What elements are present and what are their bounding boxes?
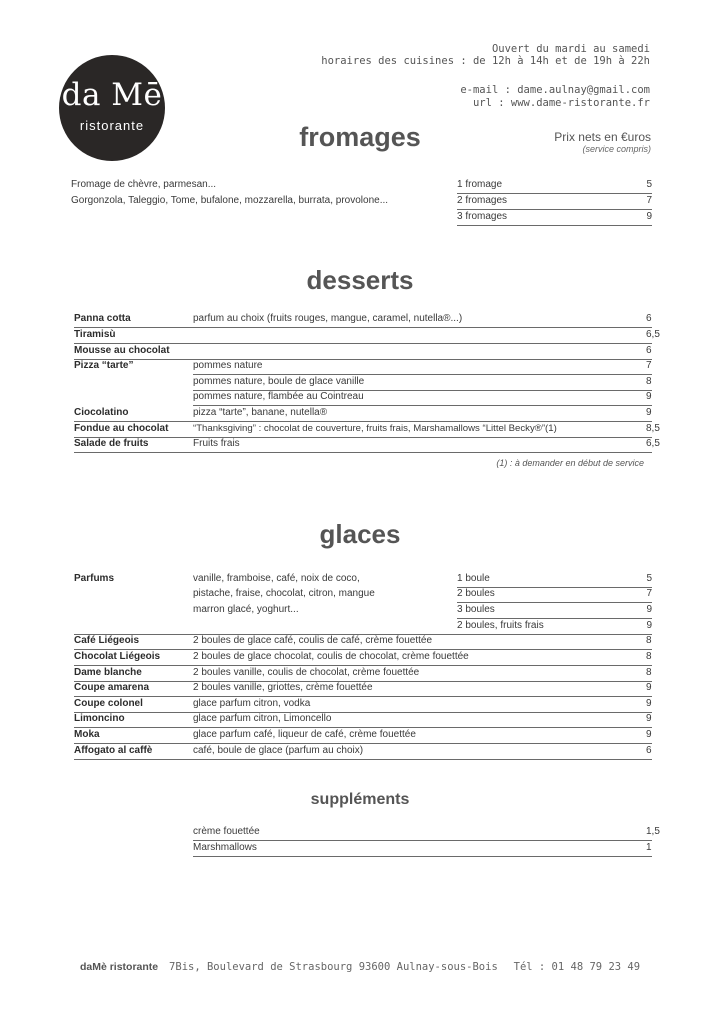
- dessert-name: Fondue au chocolat: [74, 423, 169, 434]
- dessert-row: [74, 390, 652, 405]
- glace-row: [74, 744, 652, 759]
- glace-description: glace parfum café, liqueur de café, crème fouettée: [193, 729, 416, 740]
- boules-price: 5: [646, 573, 652, 584]
- glace-description: 2 boules de glace café, coulis de café, crème fouettée: [193, 635, 433, 646]
- dessert-name: Pizza “tarte”: [74, 360, 134, 371]
- dessert-price: 7: [646, 360, 652, 371]
- glace-name: Coupe colonel: [74, 698, 143, 709]
- glace-row: [74, 650, 652, 665]
- dessert-description: pommes nature, boule de glace vanille: [193, 376, 365, 387]
- glace-row: [74, 697, 652, 712]
- supplement-price: 1: [646, 842, 652, 853]
- section-title-supplements: suppléments: [310, 791, 410, 808]
- dessert-price: 8,5: [646, 423, 660, 434]
- dessert-name: Ciocolatino: [74, 407, 129, 418]
- dessert-name: Mousse au chocolat: [74, 345, 170, 356]
- boules-price: 9: [646, 620, 652, 631]
- website-url: url : www.dame-ristorante.fr: [472, 97, 650, 109]
- footer-phone: Tél : 01 48 79 23 49: [513, 961, 641, 973]
- email-contact: e-mail : dame.aulnay@gmail.com: [460, 84, 650, 96]
- dessert-price: 6,5: [646, 329, 660, 340]
- boules-price-row: [457, 572, 652, 587]
- price-note: Prix nets en €uros: [554, 130, 651, 144]
- dessert-description: Fruits frais: [193, 438, 240, 449]
- supplement-row: [193, 825, 660, 840]
- dessert-row: [74, 328, 660, 343]
- dessert-row: [74, 437, 660, 452]
- boules-label: 2 boules, fruits frais: [457, 620, 544, 631]
- row-divider: [193, 856, 652, 857]
- dessert-row: [74, 359, 652, 374]
- fromages-description-line: Gorgonzola, Taleggio, Tome, bufalone, mozzarella, burrata, provolone...: [71, 195, 389, 206]
- supplement-price: 1,5: [646, 826, 660, 837]
- parfums-label: Parfums: [74, 573, 115, 584]
- glace-price: 8: [646, 651, 652, 662]
- glace-price: 9: [646, 729, 652, 740]
- dessert-name: Tiramisù: [74, 329, 116, 340]
- glace-price: 6: [646, 745, 652, 756]
- glace-description: 2 boules vanille, griottes, crème fouettée: [193, 682, 373, 693]
- fromage-option-label: 3 fromages: [457, 211, 508, 222]
- dessert-description: “Thanksgiving” : chocolat de couverture, fruits frais, Marshamallows “Littel Becky®”(1): [193, 423, 557, 434]
- glace-name: Coupe amarena: [74, 682, 150, 693]
- dessert-description: parfum au choix (fruits rouges, mangue, caramel, nutella®...): [193, 313, 463, 324]
- glace-price: 8: [646, 667, 652, 678]
- opening-days: Ouvert du mardi au samedi: [491, 43, 650, 55]
- fromage-option-price: 7: [646, 195, 652, 206]
- glace-row: [74, 666, 652, 681]
- glace-price: 8: [646, 635, 652, 646]
- footer-brand: daMè ristorante: [79, 961, 159, 973]
- dessert-row: [74, 375, 652, 390]
- dessert-price: 8: [646, 376, 652, 387]
- fromage-option-label: 1 fromage: [457, 179, 503, 190]
- fromage-option-label: 2 fromages: [457, 195, 508, 206]
- dessert-price: 9: [646, 407, 652, 418]
- glace-name: Chocolat Liégeois: [74, 651, 161, 662]
- dessert-row: [74, 344, 652, 359]
- dessert-footnote: (1) : à demander en début de service: [496, 458, 644, 468]
- dessert-row: [74, 422, 660, 437]
- boules-price-row: [457, 603, 652, 618]
- section-title-desserts: desserts: [306, 265, 414, 295]
- glace-description: 2 boules de glace chocolat, coulis de chocolat, crème fouettée: [193, 651, 469, 662]
- logo-name: da Mē: [61, 77, 163, 113]
- glace-description: glace parfum citron, vodka: [193, 698, 311, 709]
- parfums-list-line: vanille, framboise, café, noix de coco,: [193, 573, 360, 584]
- row-divider: [457, 225, 652, 226]
- glace-description: glace parfum citron, Limoncello: [193, 713, 332, 724]
- glace-price: 9: [646, 713, 652, 724]
- dessert-price: 6: [646, 313, 652, 324]
- glace-row: [74, 634, 652, 649]
- parfums-list-line: marron glacé, yoghurt...: [193, 604, 299, 615]
- glace-description: 2 boules vanille, coulis de chocolat, crème fouettée: [193, 667, 420, 678]
- glace-price: 9: [646, 682, 652, 693]
- section-title-glaces: glaces: [319, 519, 401, 549]
- glace-name: Affogato al caffè: [74, 745, 153, 756]
- dessert-description: pizza “tarte”, banane, nutella®: [193, 407, 328, 418]
- dessert-row: [74, 312, 652, 327]
- fromages-description-line: Fromage de chèvre, parmesan...: [71, 179, 217, 190]
- page-footer: [0, 961, 720, 973]
- glace-name: Moka: [74, 729, 100, 740]
- section-title-fromages: fromages: [299, 122, 421, 152]
- boules-label: 1 boule: [457, 573, 490, 584]
- fromage-option-price: 5: [646, 179, 652, 190]
- glace-description: café, boule de glace (parfum au choix): [193, 745, 364, 756]
- dessert-description: pommes nature, flambée au Cointreau: [193, 391, 364, 402]
- glace-price: 9: [646, 698, 652, 709]
- glace-name: Limoncino: [74, 713, 125, 724]
- supplement-description: Marshmallows: [193, 842, 257, 853]
- glace-row: [74, 728, 652, 743]
- boules-label: 2 boules: [457, 588, 495, 599]
- fromage-price-row: [457, 194, 652, 209]
- boules-price: 9: [646, 604, 652, 615]
- dessert-price: 6,5: [646, 438, 660, 449]
- supplement-description: crème fouettée: [193, 826, 260, 837]
- row-divider: [74, 452, 652, 453]
- glace-name: Dame blanche: [74, 667, 142, 678]
- dessert-description: pommes nature: [193, 360, 263, 371]
- fromage-option-price: 9: [646, 211, 652, 222]
- boules-price-row: [457, 587, 652, 602]
- parfums-list-line: pistache, fraise, chocolat, citron, mangue: [193, 588, 375, 599]
- glace-name: Café Liégeois: [74, 635, 140, 646]
- service-note: (service compris): [582, 144, 651, 154]
- dessert-row: [74, 406, 652, 421]
- supplement-row: [193, 841, 652, 856]
- boules-price-row: [457, 619, 652, 634]
- fromage-price-row: [457, 210, 652, 225]
- logo-subtitle: ristorante: [79, 118, 145, 133]
- dessert-price: 6: [646, 345, 652, 356]
- glace-row: [74, 712, 652, 727]
- footer-address: 7Bis, Boulevard de Strasbourg 93600 Aulnay-sous-Bois: [169, 961, 498, 973]
- row-divider: [74, 759, 652, 760]
- fromage-price-row: [457, 178, 652, 193]
- dessert-name: Salade de fruits: [74, 438, 149, 449]
- dessert-price: 9: [646, 391, 652, 402]
- kitchen-hours: horaires des cuisines : de 12h à 14h et de 19h à 22h: [321, 55, 650, 67]
- boules-label: 3 boules: [457, 604, 495, 615]
- dessert-name: Panna cotta: [74, 313, 131, 324]
- boules-price: 7: [646, 588, 652, 599]
- glace-row: [74, 681, 652, 696]
